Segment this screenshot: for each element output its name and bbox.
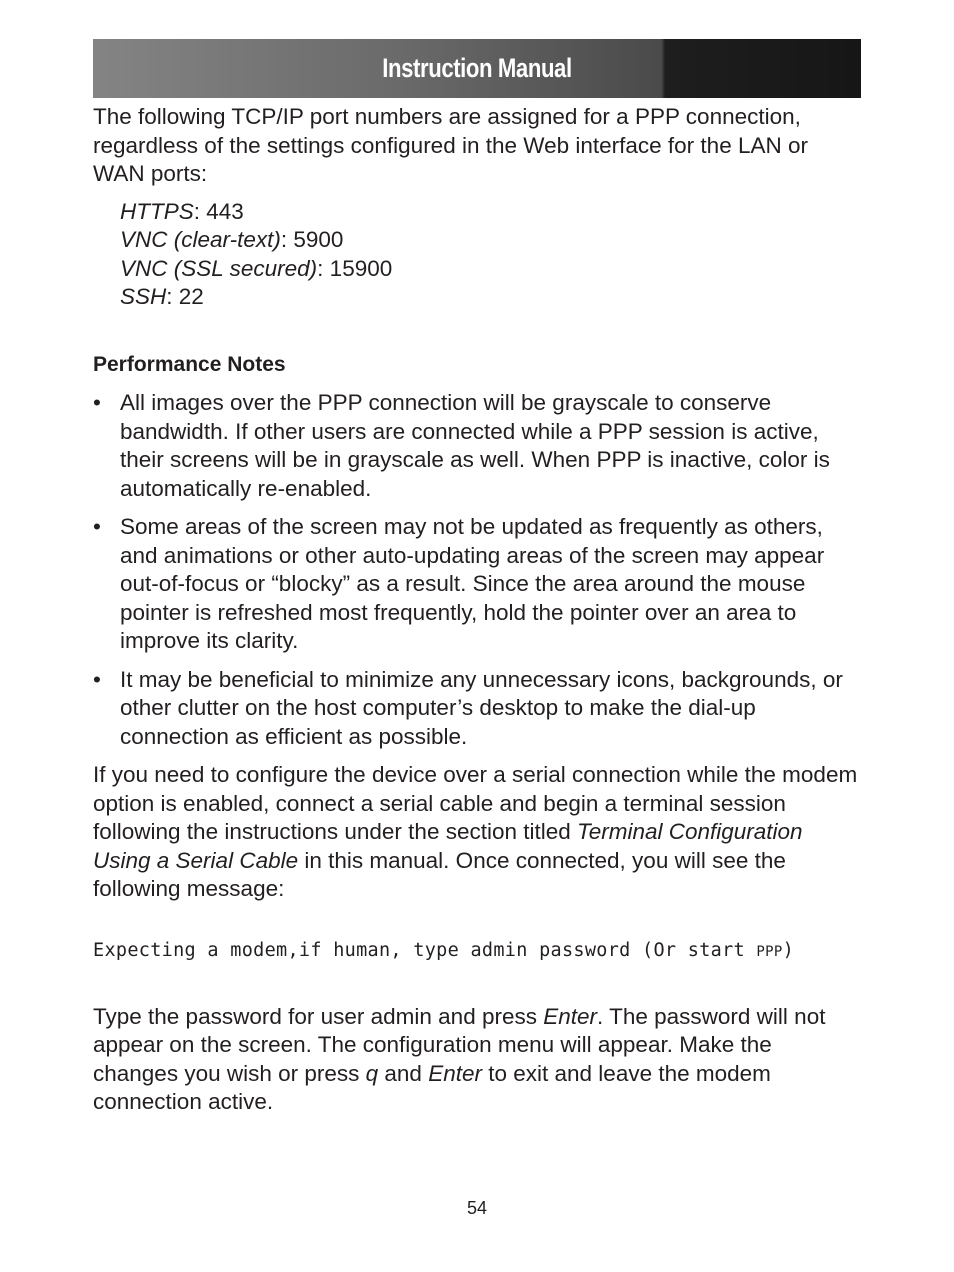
serial-text-2: in this manual. Once connected, you will see the following message: <box>93 847 786 901</box>
port-item <box>120 283 863 312</box>
closing-text-3: and <box>378 1060 429 1086</box>
performance-notes-list <box>93 389 863 751</box>
port-value: : 15900 <box>317 255 393 281</box>
port-name: SSH <box>120 284 167 309</box>
closing-text-4: to exit and leave the modem connection active. <box>93 1060 771 1114</box>
serial-paragraph <box>93 761 863 904</box>
header-banner <box>93 39 861 98</box>
code-ppp: PPP <box>756 943 783 960</box>
bullet-text: All images over the PPP connection will be grayscale to conserve bandwidth. If other users are connected while a PPP session is active, their screens will be in grayscale as well. When PPP is inactive, color is automatically re-enabled. <box>120 390 830 501</box>
q-key: q <box>365 1060 379 1086</box>
port-list <box>120 198 863 312</box>
page-content <box>93 103 863 1117</box>
list-item <box>93 389 863 503</box>
port-value: : 5900 <box>280 227 344 252</box>
bullet-text: Some areas of the screen may not be updated as frequently as others, and animations or other auto-updating areas of the screen may appear out-of-focus or “blocky” as a result. Since the area around the mouse pointer is refreshed most frequently, hold the pointer over an area to improve its clarity. <box>120 514 825 653</box>
enter-key-1: Enter <box>543 1003 598 1029</box>
port-value: : 443 <box>193 198 244 224</box>
bullet-icon: • <box>93 666 101 692</box>
serial-text-1: If you need to configure the device over a serial connection while the modem option is enabled, connect a serial cable and begin a terminal session following the instructions under the section titled <box>93 762 858 844</box>
port-name: HTTPS <box>120 198 194 224</box>
enter-key-2: Enter <box>428 1060 482 1086</box>
port-name: VNC (SSL secured) <box>120 255 318 281</box>
port-value: : 22 <box>166 284 204 309</box>
port-item <box>120 255 863 284</box>
port-item <box>120 198 863 227</box>
bullet-icon: • <box>93 514 101 539</box>
port-item <box>120 226 863 255</box>
page-number: 54 <box>466 1198 488 1218</box>
list-item <box>93 666 863 752</box>
closing-text-1: Type the password for user admin and press <box>93 1003 544 1029</box>
closing-text-2: . The password will not appear on the screen. The configuration menu will appear. Make the changes you wish or press <box>93 1003 826 1086</box>
serial-section-title: Terminal Configuration Using a Serial Cable <box>93 819 803 873</box>
terminal-message <box>93 937 863 966</box>
intro-paragraph: The following TCP/IP port numbers are assigned for a PPP connection, regardless of the settings configured in the Web interface for the LAN or WAN ports: <box>93 104 808 186</box>
header-title: Instruction Manual <box>382 53 572 83</box>
bullet-icon: • <box>93 390 101 415</box>
closing-paragraph <box>93 1003 863 1117</box>
code-end: ) <box>782 939 795 961</box>
bullet-text: It may be beneficial to minimize any unnecessary icons, backgrounds, or other clutter on the host computer’s desktop to make the dial-up connection as efficient as possible. <box>120 666 843 749</box>
port-name: VNC (clear-text) <box>120 227 281 252</box>
list-item <box>93 513 863 656</box>
section-heading: Performance Notes <box>93 352 286 376</box>
code-main: Expecting a modem,if human, type admin password (Or start <box>93 939 757 961</box>
